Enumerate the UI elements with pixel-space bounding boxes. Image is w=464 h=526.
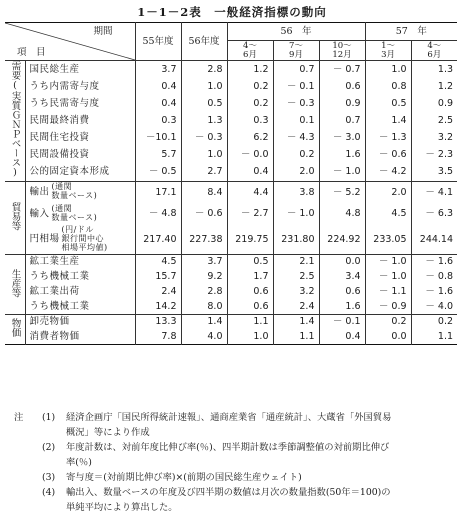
table-row [5,95,457,112]
table-row [5,225,457,254]
table-cell: 15.7 [135,269,181,284]
table-cell: － 0.1 [319,314,365,329]
table-cell: － 0.6 [181,203,227,225]
col-q-10-12: 10～ 12月 [319,41,365,61]
category-text: 生産等 [9,268,21,297]
table-cell: 0.8 [365,78,411,95]
table-cell: 4.5 [135,254,181,269]
row-label-text: 公的固定資本形成 [29,166,110,178]
table-cell: 13.3 [135,314,181,329]
table-cell: － 5.2 [319,181,365,203]
table-cell: 8.0 [181,299,227,314]
header-corner [5,23,135,61]
table-cell: 1.6 [319,147,365,164]
economic-indicators-table [5,22,457,345]
table-cell: 217.40 [135,225,181,254]
col-fy55: 55年度 [135,23,181,61]
table-cell: － 4.1 [411,181,457,203]
period-label: 期間 [93,26,113,37]
row-label [25,95,135,112]
table-cell: 0.4 [135,95,181,112]
row-label [25,164,135,181]
table-cell: 2.8 [181,61,227,78]
table-cell: － 0.1 [273,78,319,95]
table-cell: 2.8 [181,284,227,299]
table-cell: 1.7 [227,269,273,284]
row-label-text: 鉱工業生産 [29,256,80,267]
table-cell: － 1.6 [411,284,457,299]
table-row [5,78,457,95]
table-cell: － 1.6 [411,254,457,269]
table-cell: 227.38 [181,225,227,254]
notes-head: 注 [14,412,24,423]
table-cell: 1.6 [319,299,365,314]
row-label-text: 消費者物価 [29,330,80,342]
table-cell: － 4.8 [135,203,181,225]
table-cell: 4.8 [319,203,365,225]
note-2-cont: 率(％) [66,457,92,468]
table-cell: 2.1 [273,254,319,269]
table-row [5,129,457,146]
row-label-text: 輸出 [29,186,50,198]
table-row [5,147,457,164]
col-group-56: 56 年 [227,23,365,41]
table-cell: － 0.3 [181,129,227,146]
table-cell: 0.3 [135,112,181,129]
table-cell: 219.75 [227,225,273,254]
table-cell: 3.5 [411,164,457,181]
table-cell: 3.7 [135,61,181,78]
row-label-text: 鉱工業出荷 [29,285,80,297]
notes [14,410,454,515]
table-cell: 3.2 [273,284,319,299]
table-row [5,203,457,225]
row-label-text: 国民総生産 [29,63,80,75]
table-cell: 0.9 [319,95,365,112]
table-cell: 1.4 [365,112,411,129]
row-label [25,299,135,314]
table-cell: － 1.0 [365,269,411,284]
table-cell: 0.0 [365,329,411,344]
row-label [25,225,135,254]
table-cell: 0.2 [411,314,457,329]
item-label: 項 目 [17,46,46,58]
table-row [5,254,457,269]
table-cell: － 4.3 [273,129,319,146]
table-cell: 1.0 [181,147,227,164]
category-text: 物価 [9,318,21,338]
table-row [5,112,457,129]
table-cell: 1.2 [411,78,457,95]
row-label [25,329,135,344]
note-4-cont: 単純平均により算出した。 [66,502,178,513]
table-cell: 0.5 [365,95,411,112]
table-cell: 1.1 [273,329,319,344]
table-cell: 0.4 [135,78,181,95]
row-label-text: 輸入 [29,208,50,220]
table-cell: 7.8 [135,329,181,344]
table-cell: 231.80 [273,225,319,254]
row-label-sub: (円/ドル 銀行間中心 相場平均値) [61,225,108,252]
table-cell: 0.6 [227,299,273,314]
row-label-sub: (通関 数量ベース) [51,182,98,201]
table-cell: － 0.8 [411,269,457,284]
table-row [5,181,457,203]
table-cell: 0.1 [273,112,319,129]
row-label [25,112,135,129]
table-title: 1－1－2表 一般経済指標の動向 [137,5,327,19]
table-cell: － 1.3 [365,129,411,146]
col-q-1-3: 1～ 3月 [365,41,411,61]
table-cell: 1.4 [273,314,319,329]
table-row [5,164,457,181]
table-cell: 2.4 [135,284,181,299]
table-cell: 1.1 [411,329,457,344]
table-row [5,61,457,78]
table-cell: － 4.0 [411,299,457,314]
table-cell: 0.5 [181,95,227,112]
table-cell: 17.1 [135,181,181,203]
table-cell: 1.1 [227,314,273,329]
row-label-text: うち民需寄与度 [29,97,100,109]
note-2: (2) 年度計数は、対前年度比伸び率(％)、四半期計数は季節調整値の対前期比伸び [42,442,390,453]
table-cell: － 0.3 [273,95,319,112]
row-label [25,314,135,329]
table-cell: 0.6 [319,78,365,95]
note-4: (4) 輸出入、数量ベースの年度及び四半期の数値は月次の数量指数(50年＝100)の [42,487,391,498]
table-cell: 1.2 [227,61,273,78]
table-cell: 0.7 [319,112,365,129]
table-cell: 2.0 [273,164,319,181]
table-cell: 0.5 [227,254,273,269]
table-cell: － 2.3 [411,147,457,164]
table-cell: 4.0 [181,329,227,344]
row-label [25,147,135,164]
table-cell: 0.7 [273,61,319,78]
table-cell: 2.4 [273,299,319,314]
table-cell: 3.8 [273,181,319,203]
table-cell: 0.2 [273,147,319,164]
table-cell: 4.5 [365,203,411,225]
table-cell: －10.1 [135,129,181,146]
table-row [5,329,457,344]
table-cell: － 0.7 [319,61,365,78]
category-text: 需要(実質ＧＮＰベース) [9,61,21,178]
table-cell: － 0.9 [365,299,411,314]
table-cell: 1.3 [411,61,457,78]
row-label-text: 民間最終消費 [29,114,90,126]
row-label [25,181,135,203]
table-cell: 1.4 [181,314,227,329]
row-label-text: 民間住宅投資 [29,132,90,144]
row-label-text: うち機械工業 [29,270,90,282]
table-cell: 0.2 [227,78,273,95]
category-label [5,181,25,254]
table-cell: － 6.3 [411,203,457,225]
table-cell: 0.6 [227,284,273,299]
note-1: 注 (1) 経済企画庁「国民所得統計速報」、通商産業省「通産統計」、大蔵省「外国貿易 [14,412,392,423]
row-label [25,254,135,269]
table-cell: 0.4 [227,164,273,181]
table-cell: 3.2 [411,129,457,146]
col-q-4-6: 4～ 6月 [227,41,273,61]
col-group-57: 57 年 [365,23,457,41]
table-cell: 244.14 [411,225,457,254]
row-label [25,61,135,78]
table-cell: 0.2 [227,95,273,112]
note-3: (3) 寄与度＝(対前期比伸び率)×(前期の国民総生産ウェイト) [42,472,302,483]
table-cell: 6.2 [227,129,273,146]
table-cell: 5.7 [135,147,181,164]
col-q-4-6b: 4～ 6月 [411,41,457,61]
table-cell: 0.3 [227,112,273,129]
row-label [25,269,135,284]
table-cell: 8.4 [181,181,227,203]
table-cell: － 0.5 [135,164,181,181]
table-cell: 2.5 [273,269,319,284]
col-fy56: 56年度 [181,23,227,61]
header-row-1 [5,23,457,41]
table-cell: 0.4 [319,329,365,344]
row-label [25,203,135,225]
col-q-7-9: 7～ 9月 [273,41,319,61]
table-cell: － 1.1 [365,284,411,299]
row-label [25,129,135,146]
table-cell: 9.2 [181,269,227,284]
table-cell: 233.05 [365,225,411,254]
table-cell: － 1.0 [365,254,411,269]
table-cell: 1.0 [227,329,273,344]
table-cell: － 1.0 [319,164,365,181]
table-cell: － 1.0 [273,203,319,225]
table-cell: 0.9 [411,95,457,112]
table-cell: － 3.0 [319,129,365,146]
category-label [5,254,25,314]
table-row [5,299,457,314]
table-row [5,314,457,329]
row-label-text: 卸売物価 [29,316,70,327]
table-cell: 2.7 [181,164,227,181]
row-label-text: うち内需寄与度 [29,80,100,92]
table-cell: － 0.0 [227,147,273,164]
table-cell: 0.6 [319,284,365,299]
table-cell: － 4.2 [365,164,411,181]
table-cell: － 0.6 [365,147,411,164]
table-cell: 3.4 [319,269,365,284]
category-text: 貿易等 [9,202,21,231]
row-label [25,78,135,95]
table-row [5,284,457,299]
table-cell: 1.0 [181,78,227,95]
table-cell: 0.2 [365,314,411,329]
row-label-text: 民間設備投資 [29,149,90,161]
table-cell: 224.92 [319,225,365,254]
table-cell: 14.2 [135,299,181,314]
category-label [5,61,25,182]
table-row [5,269,457,284]
row-label [25,284,135,299]
row-label-text: 円相場 [29,233,60,245]
table-cell: － 2.7 [227,203,273,225]
table-cell: 1.0 [365,61,411,78]
note-1-cont: 概況」等により作成 [66,427,150,438]
table-cell: 2.0 [365,181,411,203]
table-cell: 2.5 [411,112,457,129]
row-label-sub: (通関 数量ベース) [51,204,98,222]
category-label [5,314,25,344]
table-cell: 4.4 [227,181,273,203]
table-cell: 3.7 [181,254,227,269]
table-cell: 0.0 [319,254,365,269]
table-cell: 1.3 [181,112,227,129]
row-label-text: うち機械工業 [29,300,90,312]
